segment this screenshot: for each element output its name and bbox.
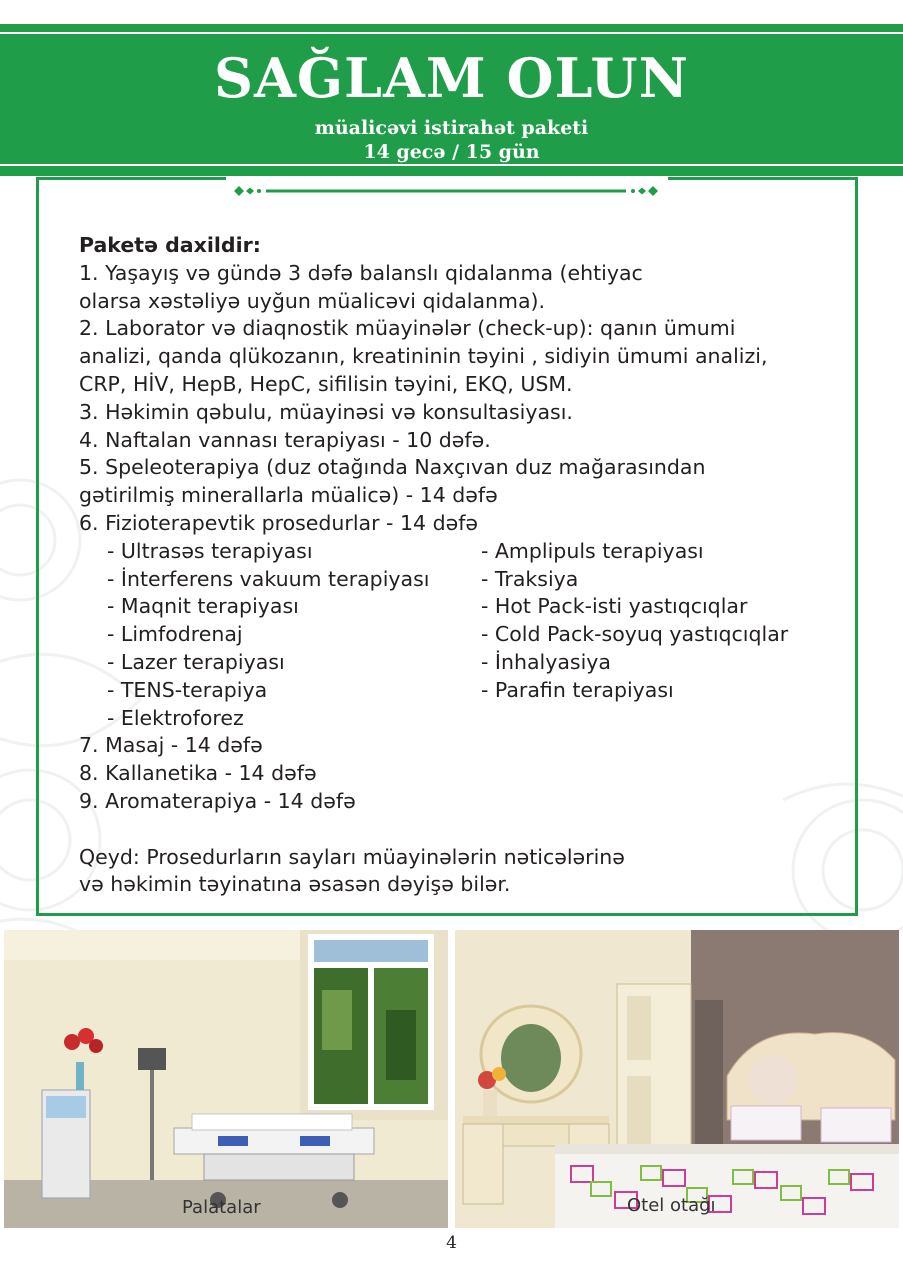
hotel-room-photo <box>455 930 899 1228</box>
spacer <box>79 816 859 844</box>
ornamental-divider <box>232 184 660 198</box>
package-duration: 14 gecə / 15 gün <box>363 141 540 163</box>
procedure-item: - İnterferens vakuum terapiyası <box>107 566 430 591</box>
header-bottom-rule <box>0 164 903 166</box>
package-contents <box>79 232 859 899</box>
list-item: 4. Naftalan vannası terapiyası - 10 dəfə. <box>79 427 491 452</box>
page-number: 4 <box>446 1233 457 1253</box>
procedure-item: - Traksiya <box>481 566 579 591</box>
note-line: və həkimin təyinatına əsasən dəyişə bilər. <box>79 872 511 897</box>
list-item: analizi, qanda qlükozanın, kreatininin təyini , sidiyin ümumi analizi, <box>79 344 768 369</box>
list-item: 3. Həkimin qəbulu, müayinəsi və konsultasiyası. <box>79 399 573 424</box>
procedure-item: - Lazer terapiyası <box>107 649 285 674</box>
list-item: gətirilmiş minerallarla müalicə) - 14 dəfə <box>79 483 498 508</box>
page-title: SAĞLAM OLUN <box>214 46 689 110</box>
procedures-left-column <box>79 538 481 705</box>
ward-caption: Palatalar <box>182 1197 261 1218</box>
procedure-item: - Maqnit terapiyası <box>107 594 299 619</box>
frame-top-left-edge <box>36 177 226 180</box>
ward-photo <box>4 930 448 1228</box>
list-item: 1. Yaşayış və gündə 3 dəfə balanslı qidalanma (ehtiyac <box>79 260 643 285</box>
list-item: 5. Speleoterapiya (duz otağında Naxçıvan duz mağarasından <box>79 455 706 480</box>
list-item: CRP, HİV, HepB, HepC, sifilisin təyini, EKQ, USM. <box>79 371 573 396</box>
procedure-item: - İnhalyasiya <box>481 649 611 674</box>
procedure-item: - Cold Pack-soyuq yastıqcıqlar <box>481 622 789 647</box>
procedure-item: - TENS-terapiya <box>107 677 268 702</box>
procedures-right-column <box>481 538 841 705</box>
hotel-room-caption: Otel otağı <box>627 1195 716 1216</box>
procedure-item: - Ultrasəs terapiyası <box>107 538 313 563</box>
procedure-item: - Hot Pack-isti yastıqcıqlar <box>481 594 748 619</box>
procedure-item: - Amplipuls terapiyası <box>481 538 704 563</box>
list-item: 7. Masaj - 14 dəfə <box>79 733 263 758</box>
header-top-rule <box>0 32 903 34</box>
list-item: 6. Fizioterapevtik prosedurlar - 14 dəfə <box>79 510 479 535</box>
header-banner <box>0 24 903 176</box>
contents-heading: Paketə daxildir: <box>79 233 261 257</box>
list-item: 2. Laborator və diaqnostik müayinələr (check-up): qanın ümumi <box>79 316 736 341</box>
procedure-item: - Parafin terapiyası <box>481 677 674 702</box>
note-line: Qeyd: Prosedurların sayları müayinələrin nəticələrinə <box>79 844 625 869</box>
list-item: 8. Kallanetika - 14 dəfə <box>79 761 317 786</box>
list-item: olarsa xəstəliyə uyğun müalicəvi qidalanma). <box>79 288 546 313</box>
procedures-grid <box>79 538 859 705</box>
package-subtitle: müalicəvi istirahət paketi <box>314 117 589 139</box>
procedure-item: - Limfodrenaj <box>107 622 243 647</box>
frame-top-right-edge <box>668 177 858 180</box>
procedure-item: - Elektroforez <box>107 705 244 730</box>
list-item: 9. Aromaterapiya - 14 dəfə <box>79 788 356 813</box>
